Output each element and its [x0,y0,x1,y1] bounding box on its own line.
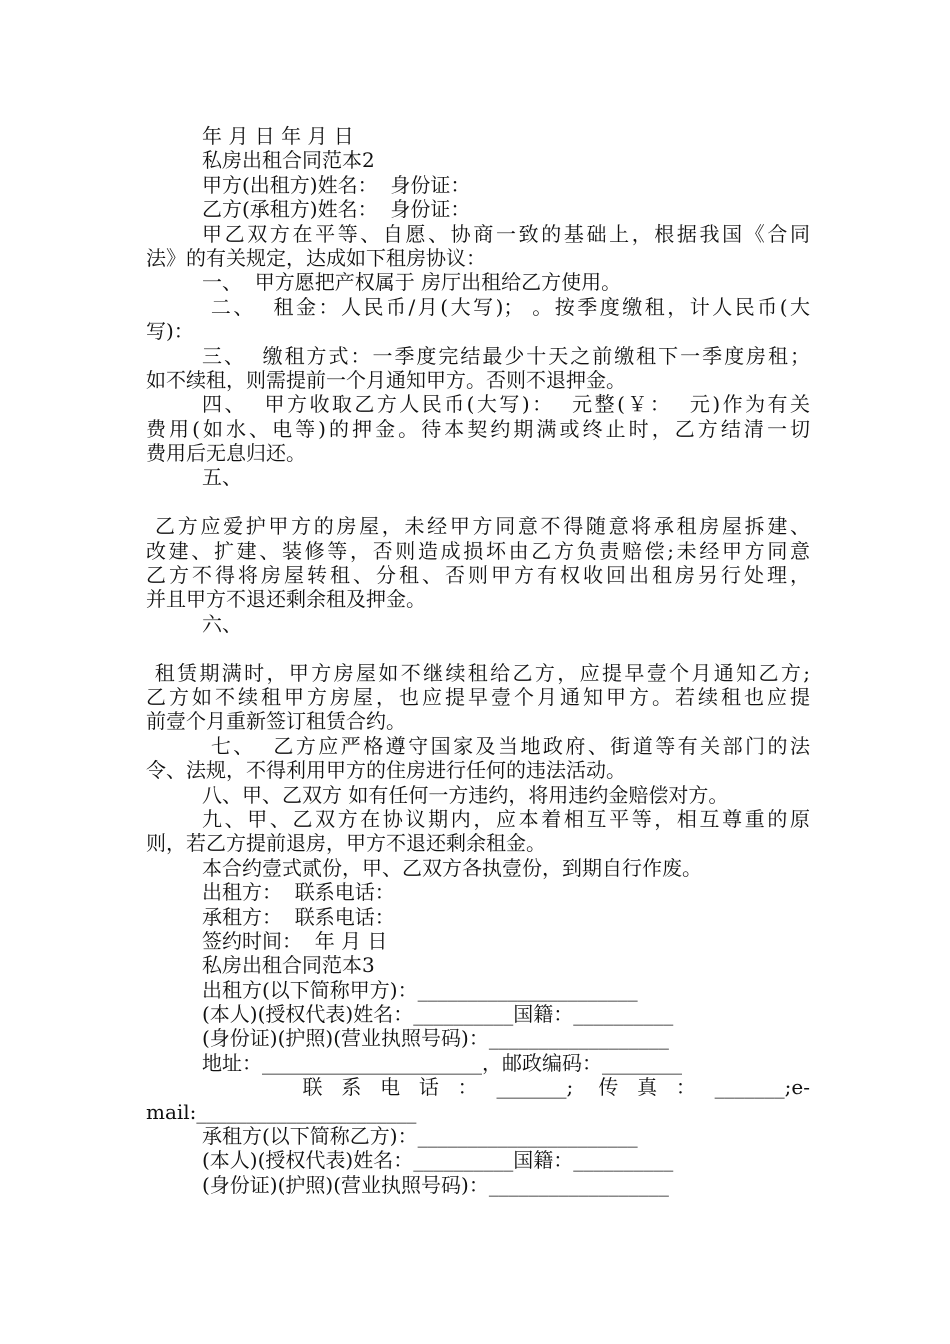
text-line: 甲乙双方在平等、自愿、协商一致的基础上，根据我国《合同 [202,221,810,246]
text-line: 则，若乙方提前退房，甲方不退还剩余租金。 [146,831,546,856]
text-line: 二、 租金：人民币/月(大写)； 。按季度缴租，计人民币(大 [202,294,810,319]
text-line: 联 系 电 话 ： _______; 传 真 ： _______;e- [202,1075,810,1100]
text-line: 地址：______________________，邮政编码：________ [202,1050,682,1075]
text-line: (本人)(授权代表)姓名：__________国籍：__________ [202,1148,674,1173]
text-line: 五、 [202,465,242,490]
text-line: 年 月 日 年 月 日 [202,124,354,148]
text-line: 如不续租，则需提前一个月通知甲方。否则不退押金。 [146,367,626,392]
text-line: mail:______________________ [146,1099,417,1124]
text-line: 乙方应爱护甲方的房屋，未经甲方同意不得随意将承租房屋拆建、 [146,514,810,539]
text-line: 写)： [146,319,194,344]
text-line: 承租方： 联系电话： [202,904,395,929]
text-line: 本合约壹式贰份，甲、乙双方各执壹份，到期自行作废。 [202,855,702,880]
text-line: (身份证)(护照)(营业执照号码)：__________________ [202,1172,669,1197]
text-line: 四、 甲方收取乙方人民币(大写)： 元整(￥： 元)作为有关 [202,392,810,417]
text-line: (身份证)(护照)(营业执照号码)：__________________ [202,1026,669,1051]
text-line: 私房出租合同范本3 [202,953,375,978]
text-line: 三、 缴租方式：一季度完结最少十天之前缴租下一季度房租； [202,343,810,368]
text-line: 出租方(以下简称甲方)：______________________ [202,977,638,1002]
text-line: 法》的有关规定，达成如下租房协议： [146,245,486,270]
text-line: 私房出租合同范本2 [202,148,375,173]
text-line: 八、甲、乙双方 如有任何一方违约，将用违约金赔偿对方。 [202,782,729,807]
text-line: 租赁期满时，甲方房屋如不继续租给乙方，应提早壹个月通知乙方; [146,660,810,685]
text-line: 乙方如不续租甲方房屋，也应提早壹个月通知甲方。若续租也应提 [146,684,810,709]
text-line: 乙方(承租方)姓名： 身份证： [202,197,471,222]
text-line: 出租方： 联系电话： [202,880,395,905]
text-line: 签约时间： 年 月 日 [202,928,388,953]
text-line: 乙方不得将房屋转租、分租、否则甲方有权收回出租房另行处理， [146,563,810,588]
text-line: 九、甲、乙双方在协议期内，应本着相互平等，相互尊重的原 [202,806,810,831]
document-body [146,124,810,1197]
text-line: 改建、扩建、装修等，否则造成损坏由乙方负责赔偿;未经甲方同意 [146,538,810,563]
blank-line [146,636,810,660]
text-line: 令、法规，不得利用甲方的住房进行任何的违法活动。 [146,758,626,783]
text-line: 承租方(以下简称乙方)：______________________ [202,1124,638,1149]
text-line: 一、 甲方愿把产权属于 房厅出租给乙方使用。 [202,270,622,295]
text-line: 费用后无息归还。 [146,441,306,466]
text-line: 甲方(出租方)姓名： 身份证： [202,172,471,197]
text-line: 并且甲方不退还剩余租及押金。 [146,587,426,612]
text-line: (本人)(授权代表)姓名：__________国籍：__________ [202,1002,674,1027]
text-line: 六、 [202,611,242,636]
blank-line [146,490,810,514]
text-line: 七、 乙方应严格遵守国家及当地政府、街道等有关部门的法 [202,733,810,758]
text-line: 前壹个月重新签订租赁合约。 [146,709,406,734]
text-line: 费用(如水、电等)的押金。待本契约期满或终止时，乙方结清一切 [146,416,810,441]
